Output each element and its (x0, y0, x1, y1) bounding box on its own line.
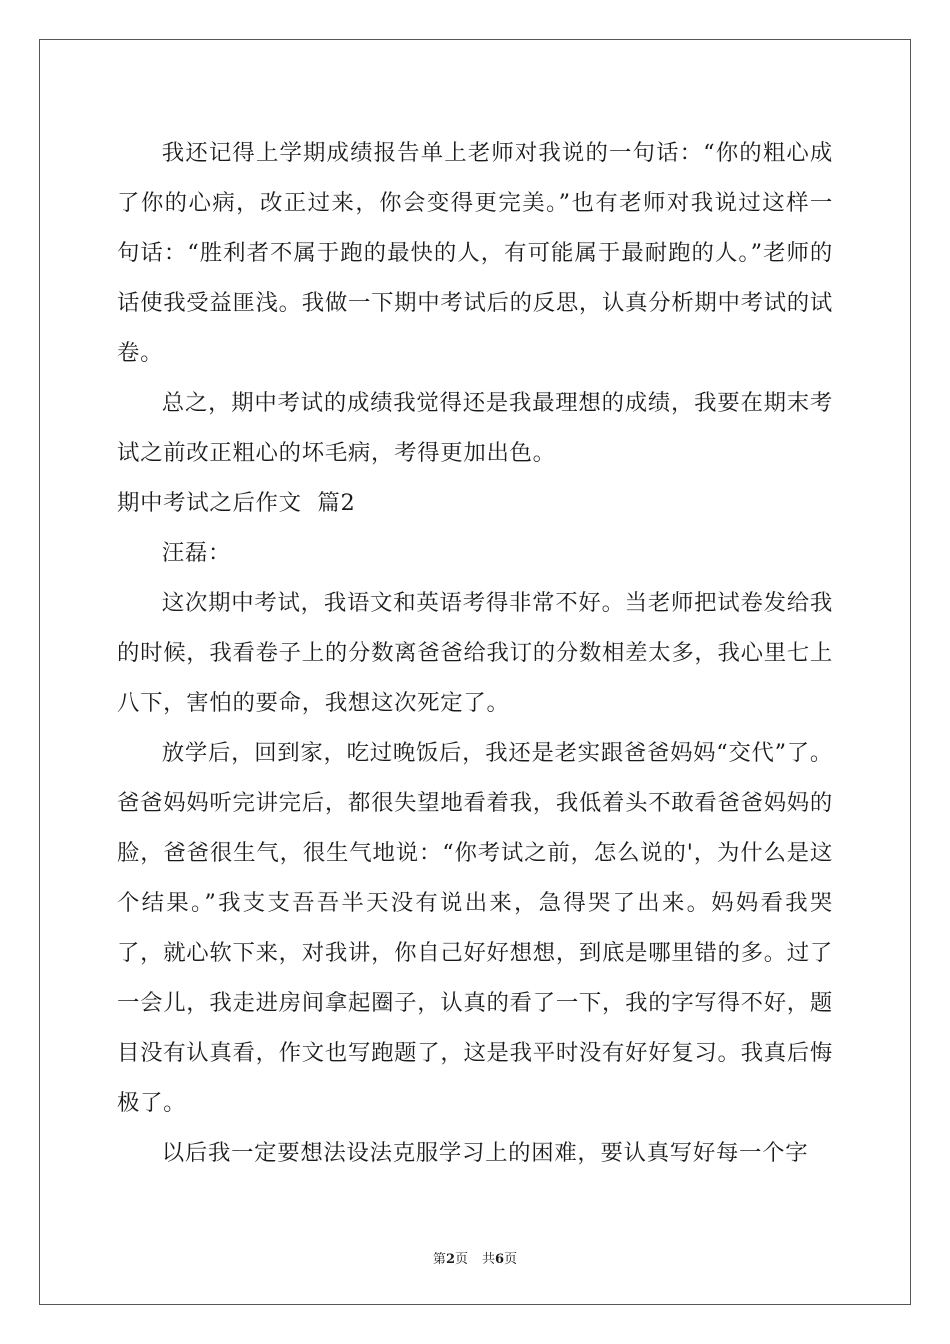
page-suffix: 页 (454, 1252, 468, 1267)
total-suffix: 页 (504, 1252, 518, 1267)
page-number: 2 (445, 1252, 455, 1267)
paragraph: 以后我一定要想法设法克服学习上的困难，要认真写好每一个字 (161, 1140, 809, 1166)
total-prefix: 共 (482, 1252, 496, 1267)
page-prefix: 第 (432, 1252, 446, 1267)
paragraph: 总之，期中考试的成绩我觉得还是我最理想的成绩，我要在期末考试之前改正粗心的坏毛病，考得更加出色。 (117, 390, 833, 466)
paragraph: 这次期中考试，我语文和英语考得非常不好。当老师把试卷发给我的时候，我看卷子上的分数离爸爸给我订的分数相差太多，我心里七上八下，害怕的要命，我想这次死定了。 (117, 590, 833, 716)
paragraph: 放学后，回到家，吃过晚饭后，我还是老实跟爸爸妈妈“交代”了。爸爸妈妈听完讲完后，都很失望地看着我，我低着头不敢看爸爸妈妈的脸，爸爸很生气，很生气地说：“你考试之前，怎么说的'，为什么是这个结果。”我支支吾吾半天没有说出来，急得哭了出来。妈妈看我哭了，就心软下来，对我讲，你自己好好想想，到底是哪里错的多。过了一会儿，我走进房间拿起圈子，认真的看了一下，我的字写得不好，题目没有认真看，作文也写跑题了，这是我平时没有好好复习。我真后悔极了。 (117, 740, 833, 1116)
page-footer (0, 1248, 950, 1267)
section-heading: 期中考试之后作文 篇2 (117, 490, 356, 516)
total-pages: 6 (495, 1252, 505, 1267)
document-body (117, 128, 833, 1178)
author-line: 汪磊： (161, 540, 232, 566)
paragraph: 我还记得上学期成绩报告单上老师对我说的一句话：“你的粗心成了你的心病，改正过来，你会变得更完美。”也有老师对我说过这样一句话：“胜利者不属于跑的最快的人，有可能属于最耐跑的人。”老师的话使我受益匪浅。我做一下期中考试后的反思，认真分析期中考试的试卷。 (117, 140, 833, 366)
